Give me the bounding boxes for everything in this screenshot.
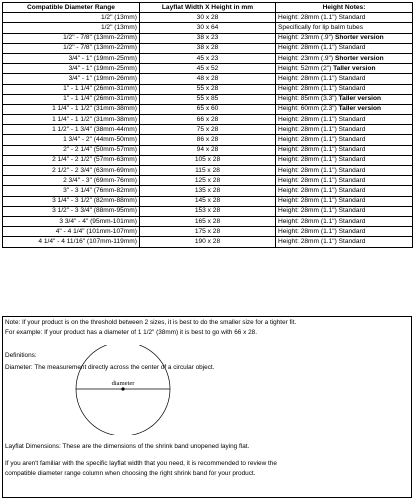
height-note-text: Height: 52mm (2") bbox=[278, 64, 334, 72]
height-note-text: Height: 28mm (1.1") Standard bbox=[278, 85, 366, 93]
diameter-range-cell: 3 1/2" - 3 3/4" (88mm-95mm) bbox=[3, 206, 140, 216]
height-note-cell bbox=[276, 43, 413, 53]
height-note-text: Height: 28mm (1.1") Standard bbox=[278, 13, 366, 21]
height-note-cell bbox=[276, 53, 413, 63]
layflat-size-cell: 145 x 28 bbox=[140, 196, 276, 206]
layflat-size-cell: 30 x 64 bbox=[140, 23, 276, 33]
table-row bbox=[3, 115, 413, 125]
diameter-range-cell: 1 1/4" - 1 1/2" (31mm-38mm) bbox=[3, 104, 140, 114]
layflat-size-cell: 86 x 28 bbox=[140, 135, 276, 145]
height-note-text: Height: 28mm (1.1") Standard bbox=[278, 197, 366, 205]
table-row bbox=[3, 237, 413, 247]
layflat-size-cell: 48 x 28 bbox=[140, 74, 276, 84]
height-note-cell bbox=[276, 145, 413, 155]
table-row bbox=[3, 64, 413, 74]
layflat-size-cell: 115 x 28 bbox=[140, 166, 276, 176]
table-row bbox=[3, 74, 413, 84]
example-note: For example: If your product has a diameter of 1 1/2" (38mm) it is best to go with 66 x 28. bbox=[5, 329, 257, 336]
diameter-range-cell: 1/2" - 7/8" (13mm-22mm) bbox=[3, 33, 140, 43]
layflat-note-line2: compatible diameter range column when choosing the right shrink band for your product. bbox=[5, 470, 256, 477]
table-row bbox=[3, 145, 413, 155]
height-note-emphasis: Shorter version bbox=[334, 34, 384, 42]
table-row bbox=[3, 216, 413, 226]
height-note-text: Height: 85mm (3.3") bbox=[278, 95, 339, 103]
height-note-text: Height: 23mm (.9") bbox=[278, 34, 335, 42]
height-note-cell bbox=[276, 94, 413, 104]
table-row bbox=[3, 43, 413, 53]
height-note-cell bbox=[276, 166, 413, 176]
diameter-range-cell: 2 1/4" - 2 1/2" (57mm-63mm) bbox=[3, 155, 140, 165]
layflat-size-cell: 165 x 28 bbox=[140, 216, 276, 226]
height-note-text: Height: 28mm (1.1") Standard bbox=[278, 74, 366, 82]
table-row bbox=[3, 125, 413, 135]
definitions-heading: Definitions: bbox=[5, 352, 37, 359]
diameter-range-cell: 3/4" - 1" (19mm-26mm) bbox=[3, 74, 140, 84]
height-note-emphasis: Taller version bbox=[333, 64, 376, 72]
height-note-cell bbox=[276, 176, 413, 186]
layflat-definition: Layflat Dimensions: These are the dimensions of the shrink band unopened laying flat. bbox=[5, 443, 250, 450]
height-note-text: Height: 28mm (1.1") Standard bbox=[278, 227, 366, 235]
diameter-range-cell: 1" - 1 1/4" (26mm-31mm) bbox=[3, 84, 140, 94]
height-note-text: Specifically for lip balm tubes bbox=[278, 23, 364, 31]
height-note-emphasis: Shorter version bbox=[334, 54, 384, 62]
layflat-size-cell: 105 x 28 bbox=[140, 155, 276, 165]
height-note-emphasis: Taller version bbox=[338, 105, 381, 113]
layflat-size-cell: 55 x 28 bbox=[140, 84, 276, 94]
table-row bbox=[3, 155, 413, 165]
height-note-text: Height: 23mm (.9") bbox=[278, 54, 335, 62]
height-note-cell bbox=[276, 155, 413, 165]
column-header-layflat: Layflat Width X Height in mm bbox=[140, 3, 276, 13]
layflat-size-cell: 125 x 28 bbox=[140, 176, 276, 186]
table-row bbox=[3, 104, 413, 114]
layflat-size-cell: 153 x 28 bbox=[140, 206, 276, 216]
table-row bbox=[3, 166, 413, 176]
height-note-text: Height: 28mm (1.1") Standard bbox=[278, 176, 366, 184]
height-note-cell bbox=[276, 237, 413, 247]
layflat-size-cell: 190 x 28 bbox=[140, 237, 276, 247]
height-note-text: Height: 28mm (1.1") Standard bbox=[278, 186, 366, 194]
height-note-cell bbox=[276, 104, 413, 114]
diameter-definition: Diameter: The measurement directly across the center of a circular object. bbox=[5, 364, 215, 371]
diameter-range-cell: 1/2" (13mm) bbox=[3, 23, 140, 33]
height-note-cell bbox=[276, 115, 413, 125]
layflat-note-line1: If you aren't familiar with the specific layflat width that you need, it is recommended to review the bbox=[5, 460, 277, 467]
diameter-range-cell: 1 3/4" - 2" (44mm-50mm) bbox=[3, 135, 140, 145]
height-note-cell bbox=[276, 13, 413, 23]
diameter-range-cell: 3 1/4" - 3 1/2" (82mm-88mm) bbox=[3, 196, 140, 206]
table-row bbox=[3, 84, 413, 94]
height-note-cell bbox=[276, 135, 413, 145]
height-note-text: Height: 28mm (1.1") Standard bbox=[278, 217, 366, 225]
height-note-cell bbox=[276, 64, 413, 74]
diameter-range-cell: 4" - 4 1/4" (101mm-107mm) bbox=[3, 227, 140, 237]
height-note-text: Height: 28mm (1.1") Standard bbox=[278, 166, 366, 174]
layflat-size-cell: 66 x 28 bbox=[140, 115, 276, 125]
height-note-cell bbox=[276, 186, 413, 196]
table-row bbox=[3, 206, 413, 216]
table-row bbox=[3, 135, 413, 145]
layflat-size-cell: 94 x 28 bbox=[140, 145, 276, 155]
layflat-size-cell: 55 x 85 bbox=[140, 94, 276, 104]
column-header-diameter-range: Compatible Diameter Range bbox=[3, 3, 140, 13]
height-note-cell bbox=[276, 74, 413, 84]
table-row bbox=[3, 186, 413, 196]
layflat-size-cell: 38 x 28 bbox=[140, 43, 276, 53]
table-row bbox=[3, 23, 413, 33]
table-header-row bbox=[3, 3, 413, 13]
diameter-range-cell: 1 1/2" - 1 3/4" (38mm-44mm) bbox=[3, 125, 140, 135]
height-note-text: Height: 28mm (1.1") Standard bbox=[278, 136, 366, 144]
table-row bbox=[3, 13, 413, 23]
diameter-range-cell: 3" - 3 1/4" (76mm-82mm) bbox=[3, 186, 140, 196]
diameter-range-cell: 1 1/4" - 1 1/2" (31mm-38mm) bbox=[3, 115, 140, 125]
height-note-text: Height: 60mm (2.3") bbox=[278, 105, 339, 113]
table-row bbox=[3, 227, 413, 237]
column-header-height-notes: Height Notes: bbox=[276, 3, 413, 13]
height-note-text: Height: 28mm (1.1") Standard bbox=[278, 237, 366, 245]
height-note-emphasis: Taller version bbox=[338, 95, 381, 103]
layflat-size-cell: 45 x 52 bbox=[140, 64, 276, 74]
height-note-cell bbox=[276, 216, 413, 226]
diameter-range-cell: 3/4" - 1" (19mm-25mm) bbox=[3, 53, 140, 63]
height-note-text: Height: 28mm (1.1") Standard bbox=[278, 115, 366, 123]
layflat-size-cell: 175 x 28 bbox=[140, 227, 276, 237]
layflat-size-cell: 65 x 60 bbox=[140, 104, 276, 114]
layflat-size-cell: 75 x 28 bbox=[140, 125, 276, 135]
height-note-text: Height: 28mm (1.1") Standard bbox=[278, 44, 366, 52]
height-note-text: Height: 28mm (1.1") Standard bbox=[278, 207, 366, 215]
layflat-size-cell: 38 x 23 bbox=[140, 33, 276, 43]
size-chart-table bbox=[2, 2, 413, 248]
diameter-range-cell: 2 1/2" - 2 3/4" (63mm-69mm) bbox=[3, 166, 140, 176]
diameter-range-cell: 2 3/4" - 3" (69mm-76mm) bbox=[3, 176, 140, 186]
diameter-range-cell: 4 1/4" - 4 11/16" (107mm-119mm) bbox=[3, 237, 140, 247]
table-row bbox=[3, 196, 413, 206]
height-note-cell bbox=[276, 227, 413, 237]
layflat-size-cell: 45 x 23 bbox=[140, 53, 276, 63]
threshold-note: Note: If your product is on the threshold between 2 sizes, it is best to do the smaller size for a tighter fit. bbox=[5, 319, 297, 326]
table-row bbox=[3, 94, 413, 104]
height-note-cell bbox=[276, 206, 413, 216]
table-row bbox=[3, 33, 413, 43]
height-note-cell bbox=[276, 23, 413, 33]
center-point bbox=[121, 387, 124, 390]
layflat-size-cell: 30 x 28 bbox=[140, 13, 276, 23]
height-note-cell bbox=[276, 33, 413, 43]
height-note-text: Height: 28mm (1.1") Standard bbox=[278, 125, 366, 133]
diameter-range-cell: 3 3/4" - 4" (95mm-101mm) bbox=[3, 216, 140, 226]
height-note-cell bbox=[276, 125, 413, 135]
table-row bbox=[3, 176, 413, 186]
diameter-range-cell: 3/4" - 1" (19mm-25mm) bbox=[3, 64, 140, 74]
diameter-diagram bbox=[70, 345, 180, 435]
diameter-range-cell: 2" - 2 1/4" (50mm-57mm) bbox=[3, 145, 140, 155]
table-row bbox=[3, 53, 413, 63]
layflat-size-cell: 135 x 28 bbox=[140, 186, 276, 196]
notes-box bbox=[2, 316, 412, 498]
height-note-cell bbox=[276, 196, 413, 206]
diameter-range-cell: 1/2" - 7/8" (13mm-22mm) bbox=[3, 43, 140, 53]
height-note-cell bbox=[276, 84, 413, 94]
height-note-text: Height: 28mm (1.1") Standard bbox=[278, 146, 366, 154]
diameter-label: diameter bbox=[111, 380, 135, 387]
diameter-range-cell: 1" - 1 1/4" (26mm-31mm) bbox=[3, 94, 140, 104]
height-note-text: Height: 28mm (1.1") Standard bbox=[278, 156, 366, 164]
diameter-range-cell: 1/2" (13mm) bbox=[3, 13, 140, 23]
